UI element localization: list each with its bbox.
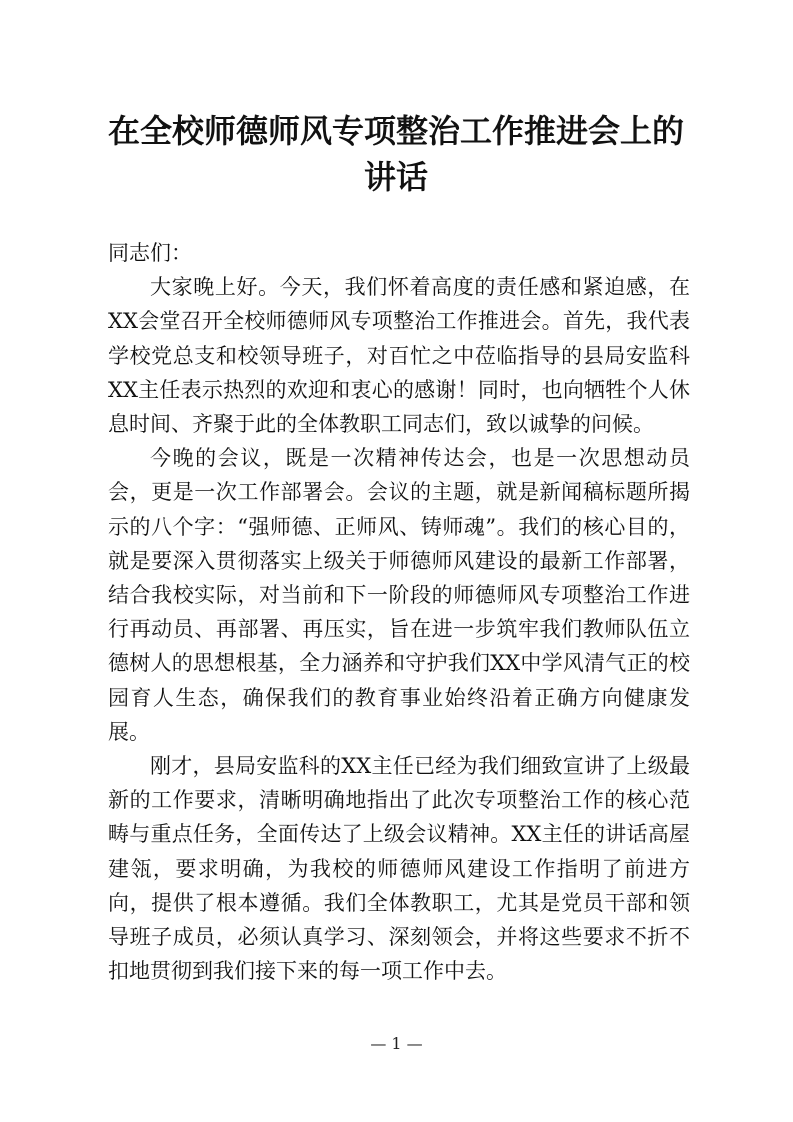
- page-number: — 1 —: [370, 1034, 423, 1053]
- document-body: [108, 236, 690, 988]
- paragraph-2: 今晚的会议，既是一次精神传达会，也是一次思想动员会，更是一次工作部署会。会议的主题，就是新闻稿标题所揭示的八个字：“强师德、正师风、铸师魂”。我们的核心目的，就是要深入贯彻落实上级关于师德师风建设的最新工作部署，结合我校实际，对当前和下一阶段的师德师风专项整治工作进行再动员、再部署、再压实，旨在进一步筑牢我们教师队伍立德树人的思想根基，全力涵养和守护我们XX中学风清气正的校园育人生态，确保我们的教育事业始终沿着正确方向健康发展。: [108, 446, 690, 744]
- paragraph-1: 大家晚上好。今天，我们怀着高度的责任感和紧迫感，在XX会堂召开全校师德师风专项整治工作推进会。首先，我代表学校党总支和校领导班子，对百忙之中莅临指导的县局安监科XX主任表示热烈的欢迎和衷心的感谢！同时，也向牺牲个人休息时间、齐聚于此的全体教职工同志们，致以诚挚的问候。: [108, 275, 690, 437]
- document-title: 在全校师德师风专项整治工作推进会上的讲话: [107, 112, 684, 196]
- paragraph-3: 刚才，县局安监科的XX主任已经为我们细致宣讲了上级最新的工作要求，清晰明确地指出了此次专项整治工作的核心范畴与重点任务，全面传达了上级会议精神。XX主任的讲话高屋建瓴，要求明确，为我校的师德师风建设工作指明了前进方向，提供了根本遵循。我们全体教职工，尤其是党员干部和领导班子成员，必须认真学习、深刻领会，并将这些要求不折不扣地贯彻到我们接下来的每一项工作中去。: [108, 754, 690, 984]
- salutation: 同志们：: [108, 241, 192, 265]
